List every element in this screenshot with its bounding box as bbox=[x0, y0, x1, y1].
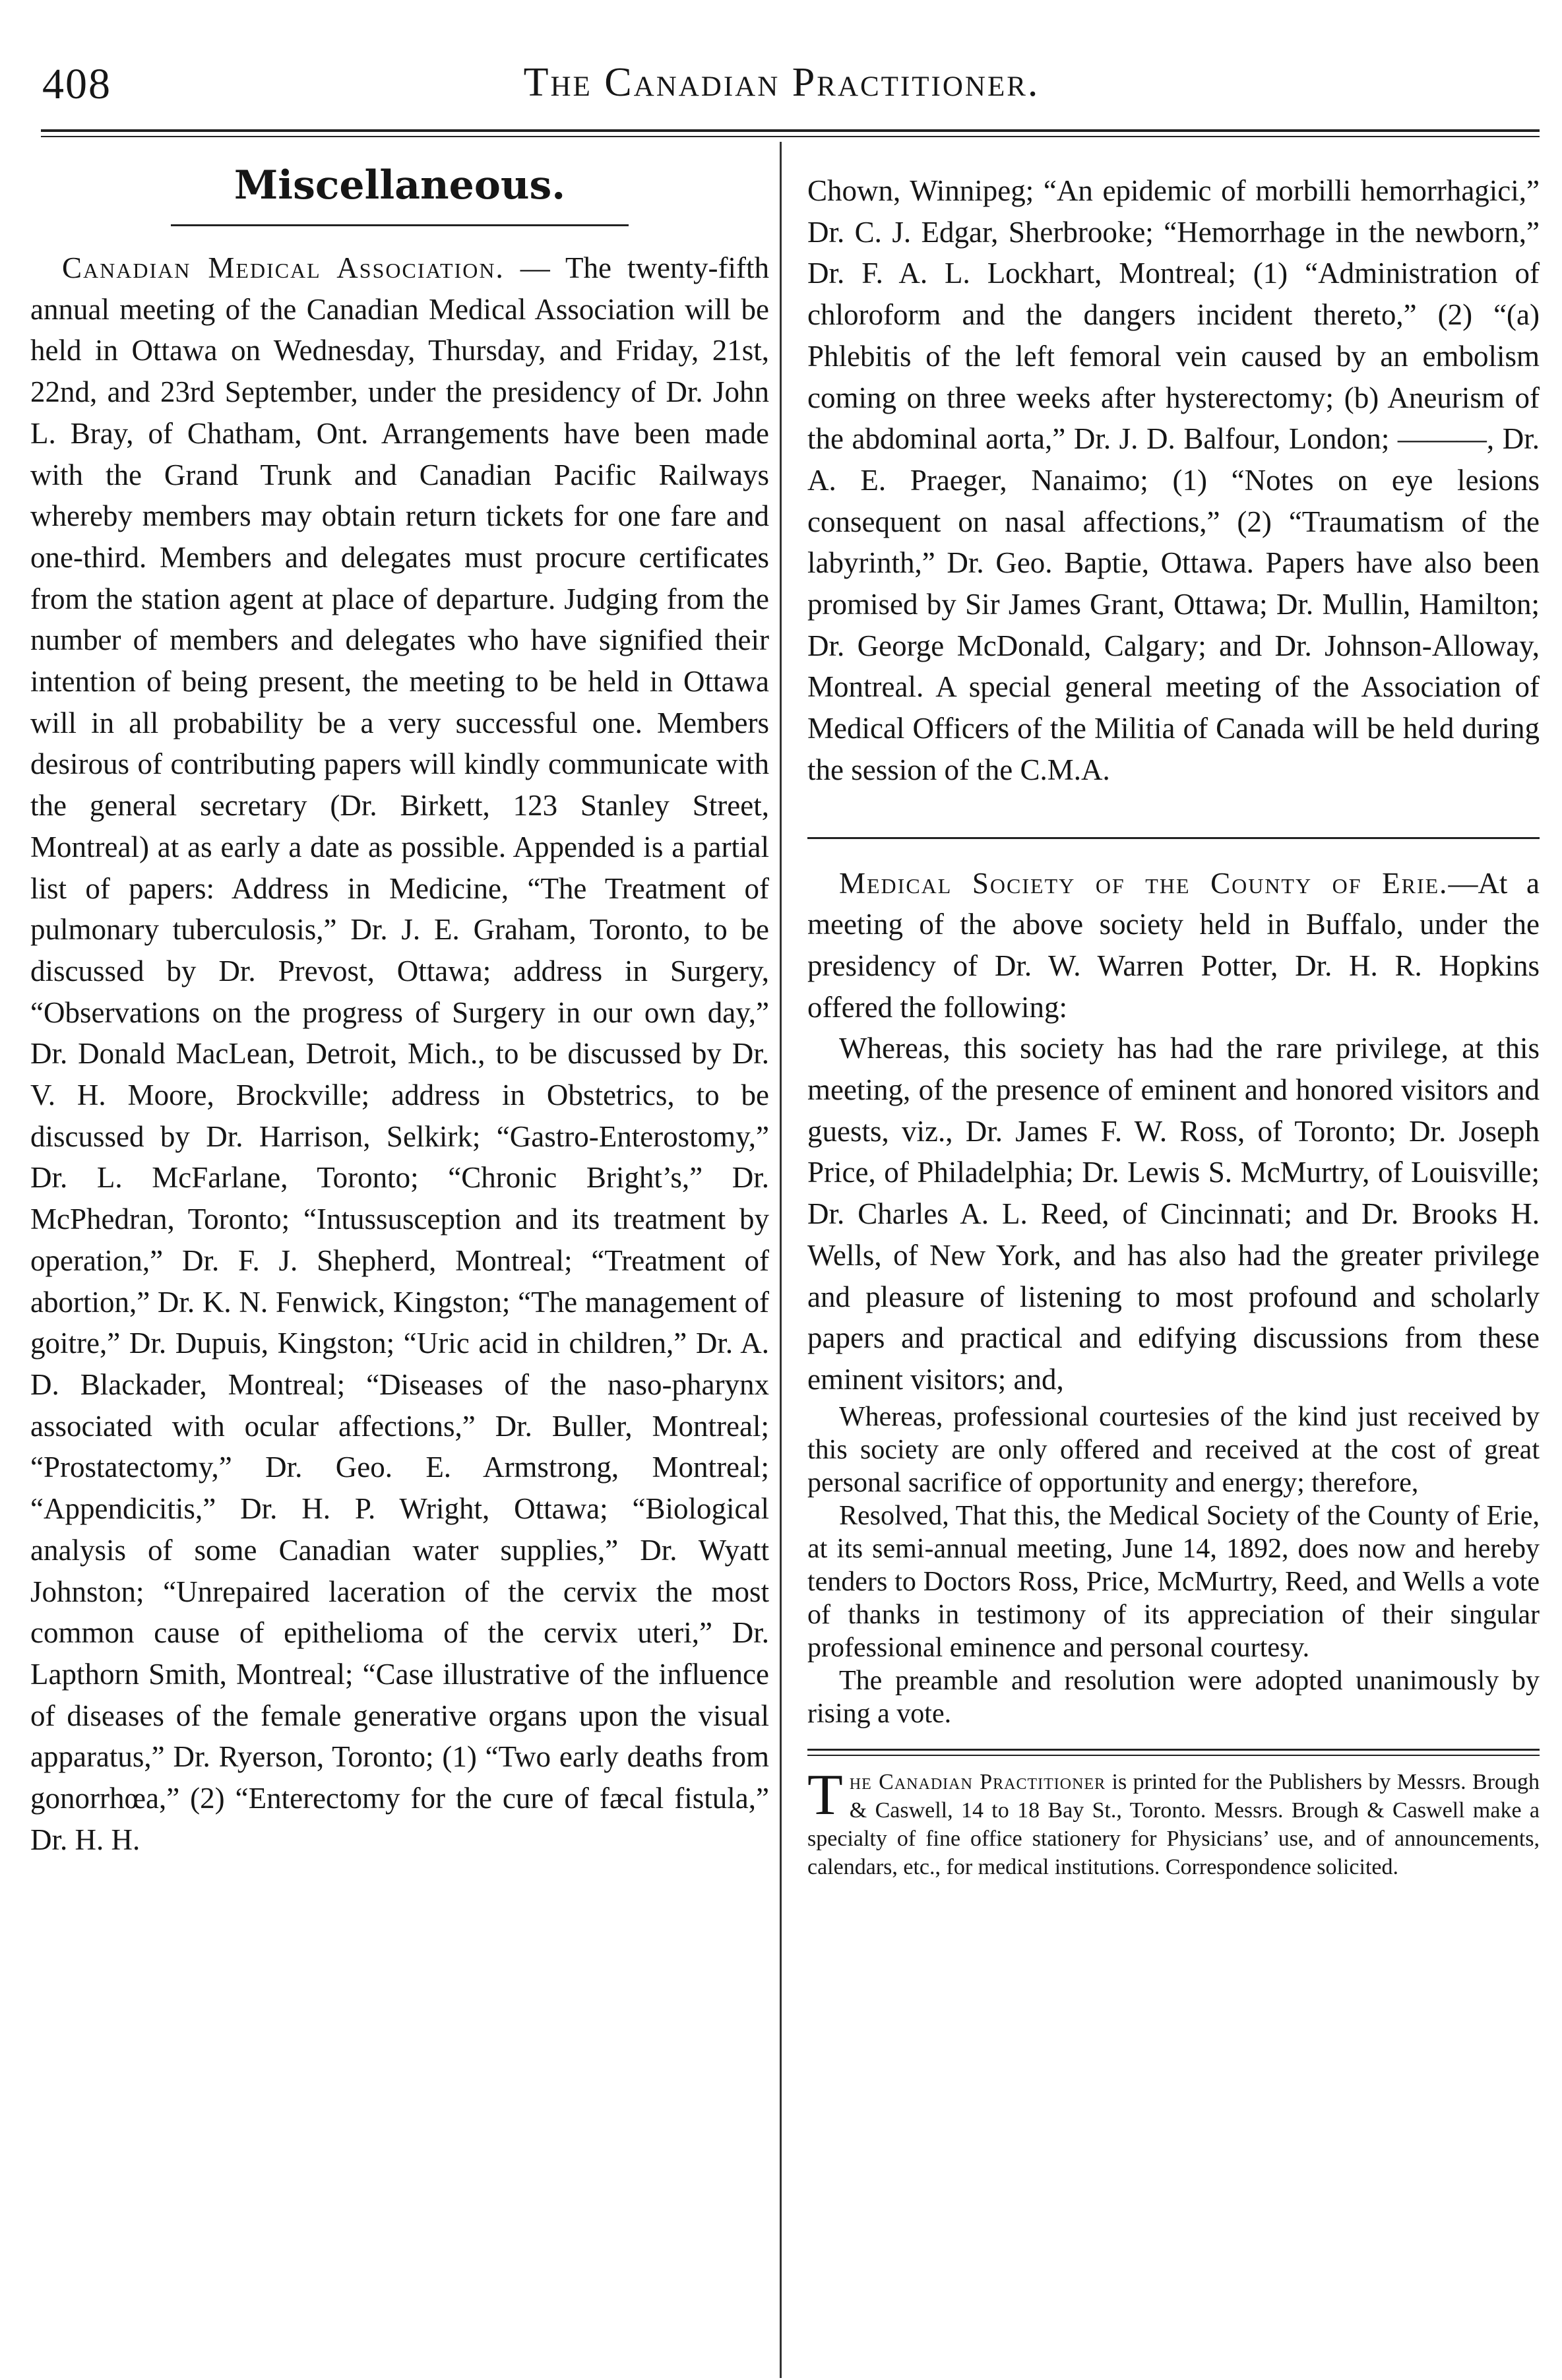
cma-body: — The twenty-fifth annual meeting of the Canadian Medical Association will be held in Ottawa on Wednesday, Thursday, and Friday, 21st, 22nd, and 23rd September, under the presidency of Dr. John L. Bray, of Chatham, Ont. Arrangements have been made with the Grand Trunk and Canadian Pacific Railways whereby members may obtain return tickets for one fare and one-third. Members and delegates must procure certificates from the station agent at place of departure. Judging from the number of members and delegates who have signified their intention of being present, the meeting to be held in Ottawa will in all probability be a very successful one. Members desirous of contributing papers will kindly communicate with the general secretary (Dr. Birkett, 123 Stanley Street, Montreal) at as early a date as possible. Appended is a partial list of papers: Address in Medicine, “The Treatment of pulmonary tuberculosis,” Dr. J. E. Graham, Toronto, to be discussed by Dr. Prevost, Ottawa; address in Surgery, “Observations on the progress of Surgery in our own day,” Dr. Donald MacLean, Detroit, Mich., to be discussed by Dr. V. H. Moore, Brockville; address in Obstetrics, to be discussed by Dr. Harrison, Selkirk; “Gastro-Enterostomy,” Dr. L. McFarlane, Toronto; “Chronic Bright’s,” Dr. McPhedran, Toronto; “Intussusception and its treatment by operation,” Dr. F. J. Shepherd, Montreal; “Treatment of abortion,” Dr. K. N. Fenwick, Kingston; “The management of goitre,” Dr. Dupuis, Kingston; “Uric acid in children,” Dr. A. D. Blackader, Montreal; “Diseases of the naso-pharynx associated with ocular affections,” Dr. Buller, Montreal; “Prostatectomy,” Dr. Geo. E. Armstrong, Montreal; “Appendicitis,” Dr. H. P. Wright, Ottawa; “Biological analysis of some Canadian water supplies,” Dr. Wyatt Johnston; “Unrepaired laceration of the cervix the most common cause of epithelioma of the cervix uteri,” Dr. Lapthorn Smith, Montreal; “Case illustrative of the influence of diseases of the female generative organs upon the visual apparatus,” Dr. Ryerson, Toronto; (1) “Two early deaths from gonorrhœa,” (2) “Enterectomy for the cure of fæcal fistula,” Dr. H. H. bbox=[30, 251, 769, 1856]
header-rule-bottom bbox=[41, 136, 1540, 137]
resolved-paragraph: Resolved, That this, the Medical Society of the County of Erie, at its semi-annual meeting, June 14, 1892, does now and hereby tenders to Doctors Ross, Price, McMurtry, Reed, and Wells a vote of thanks in testimony of its appreciation of their singular professional eminence and personal courtesy. bbox=[807, 1500, 1540, 1663]
column-divider bbox=[780, 142, 782, 2378]
whereas-first-paragraph: Whereas, this society has had the rare privilege, at this meeting, of the presence of eminent and honored visitors and guests, viz., Dr. James F. W. Ross, of Toronto; Dr. Joseph Price, of Philadelphia; Dr. Lewis S. McMurtry, of Louisville; Dr. Charles A. L. Reed, of Cincinnati; and Dr. Brooks H. Wells, of New York, and has also had the greater privilege and pleasure of listening to most profound and scholarly papers and practical and edifying discussions from these eminent visitors; and, bbox=[807, 1032, 1540, 1396]
erie-intro-paragraph bbox=[807, 863, 1540, 1028]
publisher-notice-rule-thin bbox=[807, 1755, 1540, 1756]
header-rule-top bbox=[41, 129, 1540, 132]
cma-notice-paragraph bbox=[30, 247, 769, 1860]
whereas-second-paragraph: Whereas, professional courtesies of the kind just received by this society are only offered and received at the cost of great personal sacrifice of opportunity and energy; therefore, bbox=[807, 1401, 1540, 1498]
page-header bbox=[26, 47, 1537, 120]
erie-title: Medical Society of the County of Erie. bbox=[839, 866, 1449, 900]
preamble-paragraph: The preamble and resolution were adopted unanimously by rising a vote. bbox=[807, 1665, 1540, 1729]
right-column bbox=[807, 170, 1540, 1904]
erie-intro: —At a meeting of the above society held in Buffalo, under the presidency of Dr. W. Warren Potter, Dr. H. R. Hopkins offered the following: bbox=[807, 866, 1540, 1024]
left-column bbox=[30, 158, 769, 1860]
section-divider bbox=[807, 837, 1540, 839]
cma-title: Canadian Medical Association. bbox=[62, 251, 505, 284]
notice-title: he Canadian Practitioner bbox=[849, 1769, 1106, 1794]
notice-drop-initial: T bbox=[807, 1763, 843, 1827]
cma-continued-paragraph: Chown, Winnipeg; “An epidemic of morbilli hemorrhagici,” Dr. C. J. Edgar, Sherbrooke; “Hemorrhage in the newborn,” Dr. F. A. L. Lockhart, Montreal; (1) “Administration of chloroform and the dangers incident thereto,” (2) “(a) Phlebitis of the left femoral vein caused by an embolism coming on three weeks after hysterectomy; (b) Aneurism of the abdominal aorta,” Dr. J. D. Balfour, London; ———, Dr. A. E. Praeger, Nanaimo; (1) “Notes on eye lesions consequent on nasal affections,” (2) “Traumatism of the labyrinth,” Dr. Geo. Baptie, Ottawa. Papers have also been promised by Sir James Grant, Ottawa; Dr. Mullin, Hamilton; Dr. George McDonald, Calgary; and Dr. Johnson-Alloway, Montreal. A special general meeting of the Association of Medical Officers of the Militia of Canada will be held during the session of the C.M.A. bbox=[807, 174, 1540, 786]
publisher-notice bbox=[807, 1763, 1540, 1881]
page-number: 408 bbox=[42, 60, 111, 108]
running-title: The Canadian Practitioner. bbox=[523, 60, 1040, 105]
publisher-notice-rule bbox=[807, 1749, 1540, 1751]
section-heading: Miscellaneous. bbox=[234, 162, 566, 208]
heading-rule bbox=[171, 224, 629, 226]
notice-body: is printed for the Publishers by Messrs. Brough & Caswell, 14 to 18 Bay St., Toronto. Messrs. Brough & Caswell make a specialty of fine office stationery for Physicians’ use, and of announcements, calendars, etc., for medical institutions. Correspondence solicited. bbox=[807, 1769, 1540, 1879]
